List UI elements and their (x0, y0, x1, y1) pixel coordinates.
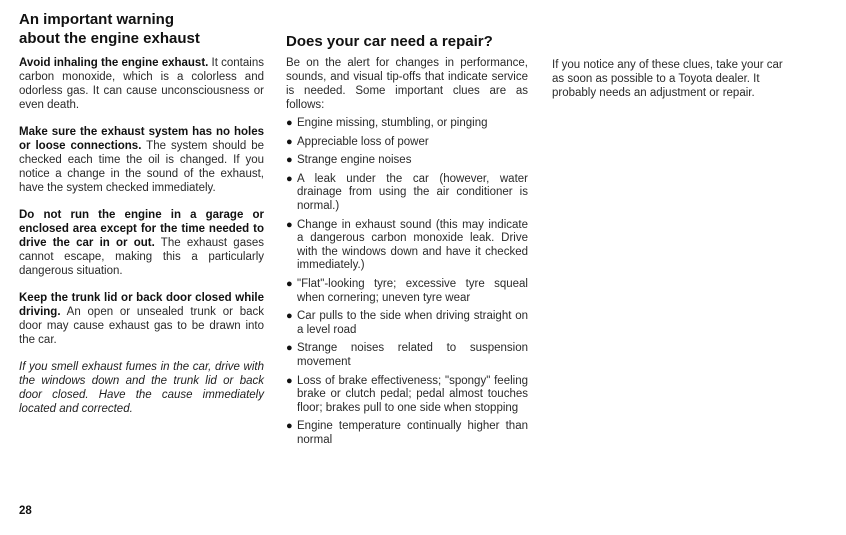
warning-paragraph (19, 208, 264, 278)
warning-lead: Do not run the engine in a garage or enclosed area except for the time needed to drive the car in or out. (19, 209, 264, 249)
dealer-advice-column (552, 58, 798, 100)
warning-paragraph (19, 56, 264, 112)
clue-item (286, 173, 528, 214)
clue-list (286, 117, 528, 447)
warning-body: The system should be checked each time the oil is changed. If you notice a change in the sound of the exhaust, have the system checked immediately. (19, 140, 264, 194)
bullet-icon: ● (286, 310, 293, 323)
page-number: 28 (19, 505, 32, 517)
warning-paragraph (19, 291, 264, 347)
bullet-icon: ● (286, 277, 293, 290)
repair-clues-column (286, 32, 528, 452)
clue-item (286, 154, 528, 168)
warning-lead: Make sure the exhaust system has no holes or loose connections. (19, 126, 264, 152)
exhaust-warning-heading (19, 10, 264, 48)
bullet-icon: ● (286, 374, 293, 387)
warning-body: It contains carbon monoxide, which is a colorless and odorless gas. It can cause unconsciousness or even death. (19, 57, 264, 111)
bullet-icon: ● (286, 172, 293, 185)
repair-heading: Does your car need a repair? (286, 33, 493, 50)
clue-text: Engine missing, stumbling, or pinging (297, 117, 488, 129)
bullet-icon: ● (286, 420, 293, 433)
warning-body: An open or unsealed trunk or back door may cause exhaust gas to be drawn into the car. (19, 306, 264, 346)
bullet-icon: ● (286, 117, 293, 129)
clue-item (286, 278, 528, 305)
repair-intro: Be on the alert for changes in performance, sounds, and visual tip-offs that indicate service is needed. Some important clues are as follows: (286, 57, 528, 111)
bullet-icon: ● (286, 342, 293, 355)
clue-item (286, 310, 528, 337)
exhaust-warning-column (19, 10, 264, 429)
clue-text: Appreciable loss of power (297, 135, 429, 148)
clue-item (286, 117, 528, 131)
heading-line-2: about the engine exhaust (19, 30, 200, 47)
warning-body: The exhaust gases cannot escape, making this a particularly dangerous situation. (19, 237, 264, 277)
clue-item (286, 219, 528, 273)
clue-text: A leak under the car (however, water drainage from using the air conditioner is normal.) (297, 172, 528, 212)
clue-text: Strange engine noises (297, 154, 412, 167)
clue-text: Engine temperature continually higher than normal (297, 420, 528, 446)
bullet-icon: ● (286, 218, 293, 231)
clue-text: Car pulls to the side when driving straight on a level road (297, 310, 528, 336)
clue-item (286, 136, 528, 150)
heading-line-1: An important warning (19, 11, 174, 28)
clue-text: Loss of brake effectiveness; "spongy" feeling brake or clutch pedal; pedal almost touches floor; brakes pull to one side when stopping (297, 374, 528, 414)
clue-item (286, 342, 528, 369)
clue-text: Change in exhaust sound (this may indicate a dangerous carbon monoxide leak. Drive with the windows down and have it checked immediately.) (297, 218, 528, 272)
dealer-advice: If you notice any of these clues, take your car as soon as possible to a Toyota dealer. It probably needs an adjustment or repair. (552, 59, 783, 99)
bullet-icon: ● (286, 154, 293, 167)
clue-item (286, 375, 528, 416)
warning-lead: Keep the trunk lid or back door closed while driving. (19, 292, 264, 318)
warning-lead: Avoid inhaling the engine exhaust. (19, 57, 209, 69)
clue-text: "Flat"-looking tyre; excessive tyre squeal when cornering; uneven tyre wear (297, 277, 528, 304)
clue-item (286, 420, 528, 447)
bullet-icon: ● (286, 135, 293, 148)
exhaust-fumes-note: If you smell exhaust fumes in the car, drive with the windows down and the trunk lid or back door closed. Have the cause immediately located and corrected. (19, 361, 264, 415)
warning-paragraph (19, 125, 264, 195)
clue-text: Strange noises related to suspension movement (297, 342, 528, 368)
